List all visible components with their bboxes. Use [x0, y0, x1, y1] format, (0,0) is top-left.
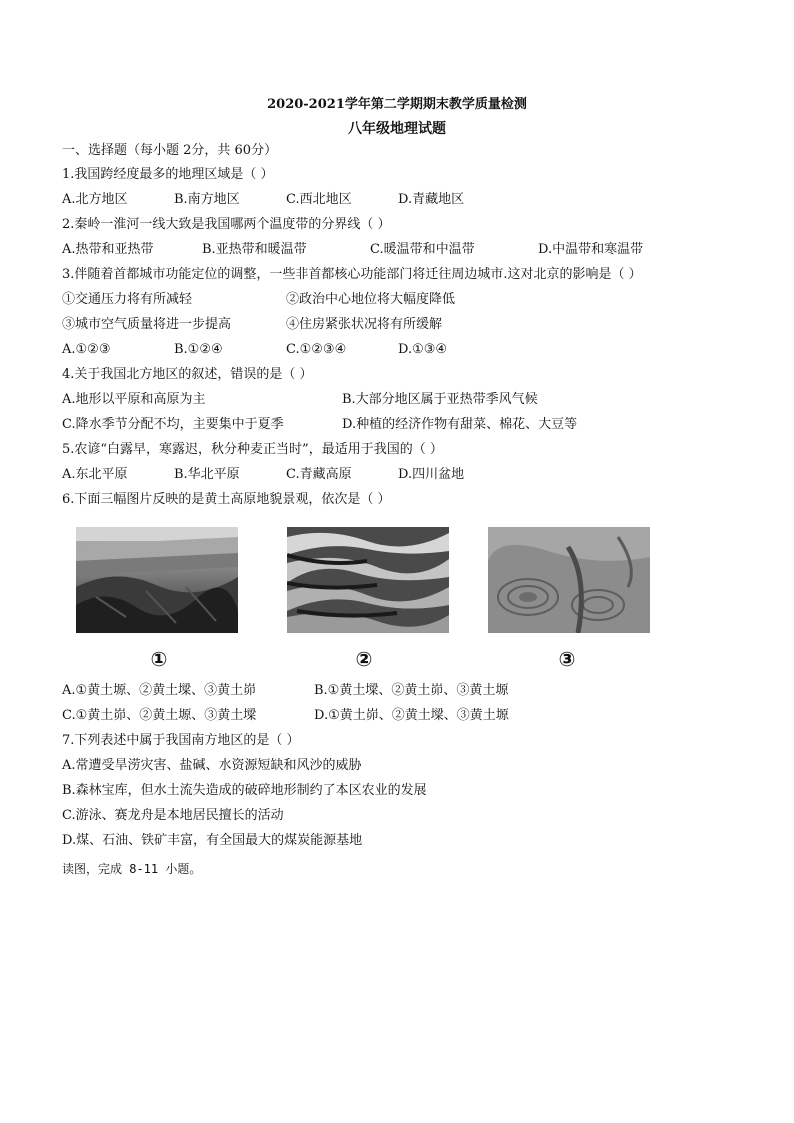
option: C.游泳、赛龙舟是本地居民擅长的活动	[62, 808, 284, 823]
option: D.煤、石油、铁矿丰富，有全国最大的煤炭能源基地	[62, 833, 363, 848]
question-stem: 2.秦岭一淮河一线大致是我国哪两个温度带的分界线（ ）	[62, 217, 391, 232]
footer-note: 读图，完成 8-11 小题。	[62, 862, 202, 876]
question-stem: 4.关于我国北方地区的叙述，错误的是（ ）	[62, 367, 313, 382]
option: A.北方地区	[62, 192, 128, 207]
question-stem: 6.下面三幅图片反映的是黄土高原地貌景观，依次是（ ）	[62, 492, 391, 507]
option: A.地形以平原和高原为主	[62, 392, 206, 407]
option: C.①②③④	[286, 342, 347, 357]
option: D.青藏地区	[398, 192, 465, 207]
page-subtitle: 八年级地理试题	[348, 121, 446, 137]
option: B.亚热带和暖温带	[202, 242, 307, 257]
question-stem: 5.农谚“白露早，寒露迟，秋分种麦正当时”，最适用于我国的（ ）	[62, 442, 443, 457]
option: C.西北地区	[286, 192, 352, 207]
statement: ②政治中心地位将大幅度降低	[286, 292, 456, 307]
page-title: 2020-2021学年第二学期期末教学质量检测	[267, 97, 527, 112]
option: D.①③④	[398, 342, 448, 357]
photo-loess-1	[76, 527, 238, 633]
option: A.东北平原	[62, 467, 128, 482]
option: D.种植的经济作物有甜菜、棉花、大豆等	[342, 417, 578, 432]
option: A.①黄土塬、②黄土墚、③黄土峁	[62, 683, 257, 698]
statement: ④住房紧张状况将有所缓解	[286, 317, 443, 332]
photo-label-2: ②	[355, 647, 373, 671]
section-heading: 一、选择题（每小题 2分，共 60分）	[62, 143, 278, 158]
option: B.①②④	[174, 342, 223, 357]
option: A.热带和亚热带	[62, 242, 154, 257]
photo-label-1: ①	[150, 647, 168, 671]
option: B.大部分地区属于亚热带季风气候	[342, 392, 538, 407]
option: A.①②③	[62, 342, 111, 357]
statement: ③城市空气质量将进一步提高	[62, 317, 232, 332]
option: C.降水季节分配不均，主要集中于夏季	[62, 417, 284, 432]
photo-label-3: ③	[558, 647, 576, 671]
option: D.中温带和寒温带	[538, 242, 644, 257]
question-stem: 1.我国跨经度最多的地理区域是（ ）	[62, 167, 274, 182]
option: D.四川盆地	[398, 467, 465, 482]
option: B.南方地区	[174, 192, 240, 207]
photo-loess-3	[488, 527, 650, 633]
option: C.①黄土峁、②黄土塬、③黄土墚	[62, 708, 257, 723]
statement: ①交通压力将有所减轻	[62, 292, 193, 307]
option: B.森林宝库，但水土流失造成的破碎地形制约了本区农业的发展	[62, 783, 427, 798]
option: C.青藏高原	[286, 467, 352, 482]
option: A.常遭受旱涝灾害、盐碱、水资源短缺和风沙的威胁	[62, 758, 362, 773]
option: B.①黄土墚、②黄土峁、③黄土塬	[314, 683, 509, 698]
question-stem: 7.下列表述中属于我国南方地区的是（ ）	[62, 733, 300, 748]
option: C.暖温带和中温带	[370, 242, 475, 257]
option: D.①黄土峁、②黄土墚、③黄土塬	[314, 708, 509, 723]
option: B.华北平原	[174, 467, 240, 482]
question-stem: 3.伴随着首都城市功能定位的调整，一些非首都核心功能部门将迁往周边城市.这对北京的影响是（ ）	[62, 267, 642, 282]
photo-loess-2	[287, 527, 449, 633]
